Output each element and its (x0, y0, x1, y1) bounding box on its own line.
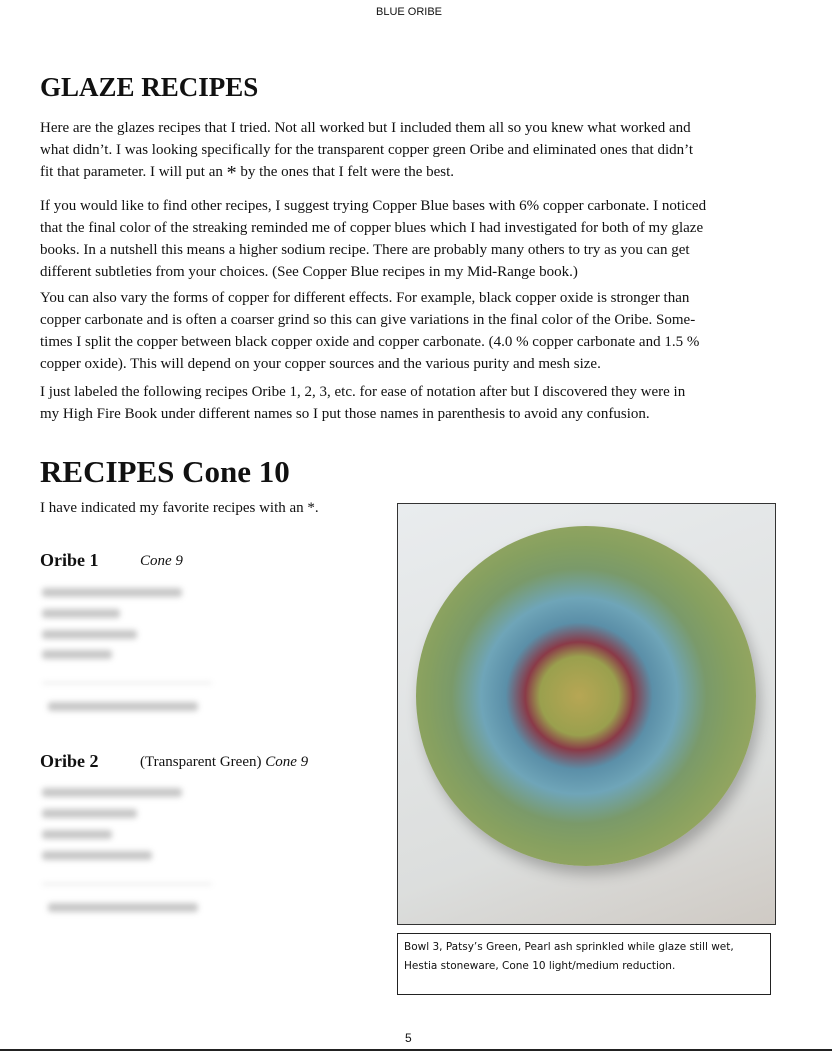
recipe-subtitle (140, 754, 308, 771)
text-line: what didn’t. I was looking specifically for the transparent copper green Oribe and eliminated ones that didn’t (40, 142, 693, 158)
text-span: fit that parameter. I will put an (40, 164, 223, 180)
caption-line: Bowl 3, Patsy’s Green, Pearl ash sprinkled while glaze still wet, (404, 941, 734, 953)
text-line: If you would like to find other recipes, I suggest trying Copper Blue bases with 6% copper carbonate. I noticed (40, 198, 707, 214)
blurred-ingredient (42, 630, 137, 639)
recipe-cone: Cone 9 (140, 553, 183, 569)
recipe-cone: Cone 9 (265, 754, 309, 770)
photo-caption (397, 933, 771, 995)
blurred-ingredient (48, 903, 198, 912)
page-title: GLAZE RECIPES (40, 72, 259, 102)
text-line: You can also vary the forms of copper for different effects. For example, black copper oxide is stronger than (40, 290, 690, 306)
text-line: copper oxide). This will depend on your copper sources and the various purity and mesh size. (40, 356, 601, 372)
bowl-photo (397, 503, 776, 925)
recipe-title: Oribe 2 (40, 751, 99, 771)
text-line: that the final color of the streaking reminded me of copper blues which I had investigated for both of my glaze (40, 220, 704, 236)
blurred-ingredient (42, 788, 182, 797)
text-line: my High Fire Book under different names so I put those names in parenthesis to avoid any confusion. (40, 406, 650, 422)
blurred-ingredient (42, 830, 112, 839)
blurred-ingredient (42, 851, 152, 860)
text-line: times I split the copper between black copper oxide and copper carbonate. (4.0 % copper carbonate and 1.5 % (40, 334, 700, 350)
blurred-ingredient (42, 650, 112, 659)
paragraph-2 (40, 195, 800, 283)
blurred-ingredient (42, 809, 137, 818)
section-title: RECIPES Cone 10 (40, 454, 290, 489)
text-line: different subtleties from your choices. (See Copper Blue recipes in my Mid-Range book.) (40, 264, 578, 280)
text-line: copper carbonate and is often a coarser grind so this can give variations in the final color of the Oribe. Some- (40, 312, 696, 328)
paragraph-4 (40, 381, 800, 425)
recipe-subtitle (140, 553, 183, 570)
paragraph-3 (40, 287, 800, 375)
blurred-ingredient (48, 702, 198, 711)
text-line: books. In a nutshell this means a higher sodium recipe. There are probably many others to try as you can get (40, 242, 690, 258)
text-span: by the ones that I felt were the best. (240, 164, 455, 180)
section-intro: I have indicated my favorite recipes with an *. (40, 500, 319, 516)
page-number: 5 (405, 1031, 412, 1045)
text-line: I just labeled the following recipes Oribe 1, 2, 3, etc. for ease of notation after but I discovered they were in (40, 384, 686, 400)
blurred-ingredient (42, 588, 182, 597)
caption-line: Hestia stoneware, Cone 10 light/medium reduction. (404, 960, 676, 972)
recipe-note: (Transparent Green) (140, 754, 262, 770)
asterisk-mark: * (226, 162, 237, 184)
paragraph-1 (40, 117, 800, 184)
blurred-divider (42, 682, 212, 684)
text-line (40, 161, 800, 184)
blurred-divider (42, 883, 212, 885)
text-line: Here are the glazes recipes that I tried. Not all worked but I included them all so you knew what worked and (40, 120, 691, 136)
running-header: BLUE ORIBE (375, 6, 443, 18)
recipe-title: Oribe 1 (40, 550, 99, 570)
glazed-bowl-image (416, 526, 756, 866)
blurred-ingredient (42, 609, 120, 618)
